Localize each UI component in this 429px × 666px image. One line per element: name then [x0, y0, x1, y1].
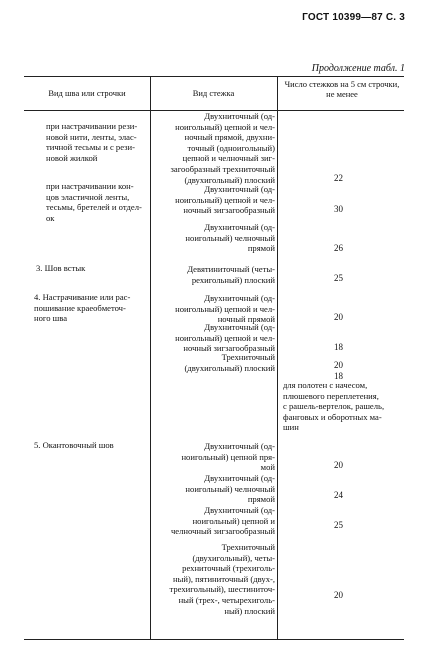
stitch-text: Двухниточный (од- ноигольный) челночный прямой [185, 222, 275, 254]
column-divider-2 [277, 76, 278, 639]
stitch-text: Трехниточный (двухигольный) плоский [184, 352, 275, 373]
stitch-text: Двухниточный (од- ноигольный) цепной пря- мой [181, 441, 275, 473]
stitch-count: 24 [334, 490, 343, 500]
stitch-count: 20 [334, 312, 343, 322]
header-stitch-type: Вид стежка [192, 88, 235, 98]
table-top-rule [24, 76, 404, 77]
header-seam-type: Вид шва или строчки [48, 88, 126, 98]
stitch-count-note: для полотен с начесом, плюшевого переплетения, с рашель-вертелок, рашель, фанговых и оборотных ма- шин [283, 380, 385, 433]
seam-text: при настрачивании рези- новой нити, ленты, элас- тичной тесьмы и с рези- новой жилкой [46, 121, 138, 163]
seam-text: 5. Окантовочный шов [34, 440, 114, 450]
stitch-text: Двухниточный (од- ноигольный) цепной и чел- ночный зигзагообразный [175, 184, 275, 216]
stitch-count: 30 [334, 204, 343, 214]
table-continuation-label: Продолжение табл. 1 [311, 63, 405, 74]
seam-text: 3. Шов встык [36, 263, 86, 273]
stitch-text: Двухниточный (од- ноигольный) цепной и чел- ночный прямой, двухни- точный (одноигольный) цепной и челночный зиг- загообразный трехниточный (двухигольный) плоский [170, 111, 275, 185]
stitch-count: 20 [334, 590, 343, 600]
stitch-text: Двухниточный (од- ноигольный) цепной и чел- ночный зигзагообразный [175, 322, 275, 354]
stitch-count: 22 [334, 173, 343, 183]
stitch-count: 25 [334, 273, 343, 283]
stitch-count: 25 [334, 520, 343, 530]
table-bottom-rule [24, 639, 404, 640]
stitch-text: Двухниточный (од- ноигольный) цепной и челночный зигзагообразный [170, 505, 275, 537]
stitch-text: Девятиниточный (четы- рехигольный) плоский [187, 264, 275, 285]
seam-text: 4. Настрачивание или рас- пошивание краеобметоч- ного шва [34, 292, 131, 324]
stitch-text: Трехниточный (двухигольный), четы- рехниточный (трехиголь- ный), пятиниточный (двух-, трехигольный), шестиниточ- ный (трех-, четырехиголь- ный) плоский [169, 542, 275, 616]
stitch-count: 20 18 [334, 360, 343, 381]
header-stitch-count: Число стежков на 5 см строчки, не менее [284, 79, 400, 99]
page-header: ГОСТ 10399—87 С. 3 [302, 12, 405, 23]
stitch-count: 18 [334, 342, 343, 352]
seam-text: при настрачивании кон- цов эластичной ленты, тесьмы, бретелей и отдел- ок [46, 181, 142, 223]
stitch-count: 20 [334, 460, 343, 470]
stitch-count: 26 [334, 243, 343, 253]
stitch-text: Двухниточный (од- ноигольный) челночный прямой [185, 473, 275, 505]
stitch-text: Двухниточный (од- ноигольный) цепной и чел- ночный прямой [175, 293, 275, 325]
column-divider-1 [150, 76, 151, 639]
